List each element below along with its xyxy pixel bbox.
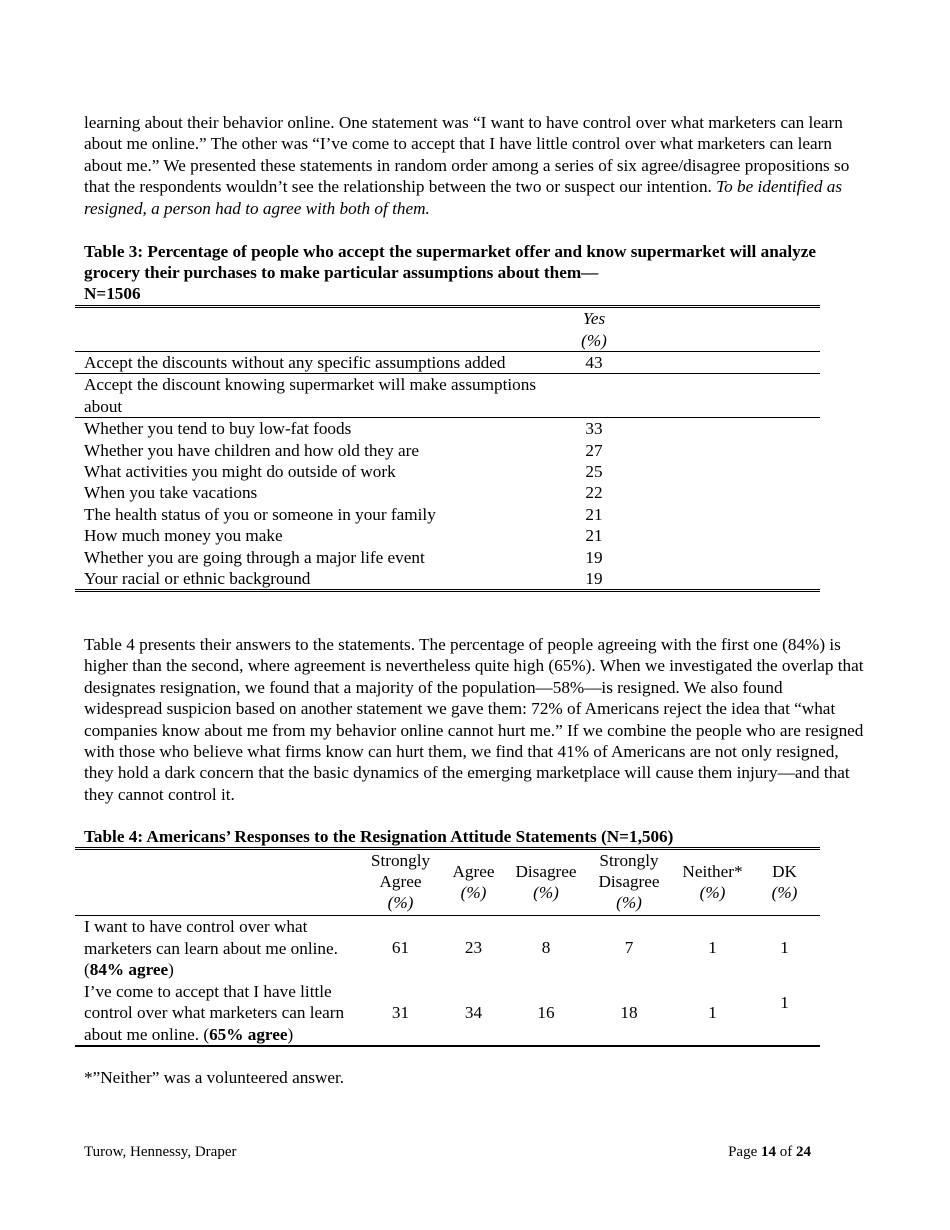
table3-row-value: 19 — [585, 547, 603, 567]
table3-row-label: Whether you are going through a major life event — [84, 547, 425, 567]
table4-cell: 34 — [464, 1002, 483, 1022]
table4-header-strongly-agree: Strongly Agree (%) — [364, 849, 437, 916]
footer-authors: Turow, Hennessy, Draper — [84, 1144, 237, 1160]
intro-paragraph — [84, 112, 864, 219]
table-row — [75, 525, 820, 546]
table3-row-value: 33 — [585, 419, 603, 439]
table4-header-agree: Agree (%) — [437, 849, 510, 916]
table3-row-label: When you take vacations — [84, 483, 258, 503]
table-row — [75, 547, 820, 568]
table4-cell: 61 — [391, 938, 410, 958]
table4 — [75, 847, 820, 1047]
table3-row-label: What activities you might do outside of work — [84, 462, 396, 482]
table3-row-label: How much money you make — [84, 526, 283, 546]
table3-row-value: 22 — [585, 483, 603, 503]
table4-cell: 23 — [464, 938, 483, 958]
table4-header-row — [75, 849, 820, 916]
table3-row-value: 25 — [585, 462, 603, 482]
table-row — [75, 440, 820, 461]
table-row — [75, 916, 820, 981]
table-row — [75, 482, 820, 503]
table3-row-value: 19 — [585, 569, 603, 589]
table3-row-label: Whether you have children and how old they are — [84, 440, 420, 460]
table3-row-label: Accept the discounts without any specific assumptions added — [75, 352, 554, 374]
table4-cell: 8 — [541, 938, 551, 958]
table4-row-label: I want to have control over what marketers can learn about me online. (84% agree) — [84, 917, 338, 979]
table4-header-disagree: Disagree (%) — [510, 849, 582, 916]
table-row — [75, 352, 820, 374]
table4-header-dk: DK (%) — [749, 849, 820, 916]
table-row — [75, 504, 820, 525]
table-row — [75, 418, 820, 440]
intro-emphasis: To be identified as resigned, a person had to agree with both of them. — [84, 177, 843, 218]
table4-cell: 1 — [780, 992, 789, 1012]
table3-caption-line2: N=1506 — [84, 284, 141, 303]
table4-cell: 7 — [624, 938, 634, 958]
table3-row-label: Your racial or ethnic background — [84, 569, 311, 589]
table4-cell: 31 — [391, 1002, 410, 1022]
table3-row-value: 43 — [554, 352, 634, 374]
table3-row-label: The health status of you or someone in your family — [84, 504, 436, 524]
table4-cell: 18 — [620, 1002, 638, 1022]
middle-paragraph: Table 4 presents their answers to the statements. The percentage of people agreeing with the first one (84%) is higher than the second, where agreement is nevertheless quite high (65%). When we investigated the overlap that designates resignation, we found that a majority of the population—58%—is resigned. We also found widespread suspicion based on another statement we gave them: 72% of Americans reject the idea that “what companies know about me from my behavior online cannot hurt me.” If we combine the people who are resigned with those who believe what firms know can hurt them, we find that 41% of Americans are not only resigned, they hold a dark concern that the basic dynamics of the emerging marketplace will cause them injury—and that they cannot control it. — [84, 635, 864, 804]
table3-header-yes: Yes (%) — [554, 307, 634, 352]
table3-row-value: 21 — [585, 504, 603, 524]
table4-cell: 1 — [708, 1002, 717, 1022]
table-row — [75, 568, 820, 591]
table4-footnote: *”Neither” was a volunteered answer. — [84, 1068, 345, 1087]
table-row — [75, 461, 820, 482]
table3 — [75, 305, 820, 592]
footer-page-number: Page 14 of 24 — [728, 1144, 811, 1160]
table3-header-row — [75, 307, 820, 352]
table4-cell: 16 — [537, 1002, 555, 1022]
table3-row-value: 21 — [585, 526, 603, 546]
table4-cell: 1 — [708, 938, 717, 958]
table3-row-value: 27 — [585, 440, 603, 460]
table3-caption — [84, 241, 844, 304]
intro-text: learning about their behavior online. One statement was “I want to have control over what marketers can learn about me online.” The other was “I’ve come to accept that I have little control over what marketers can learn about me.” We presented these statements in random order among a series of six agree/disagree propositions so that the respondents wouldn’t see the relationship between the two or suspect our intention. — [84, 113, 850, 197]
table4-caption: Table 4: Americans’ Responses to the Resignation Attitude Statements (N=1,506) — [84, 827, 674, 846]
table3-caption-line1: Table 3: Percentage of people who accept the supermarket offer and know supermarket will analyze grocery their purchases to make particular assumptions about them— — [84, 242, 816, 282]
table3-group-row — [75, 374, 820, 418]
table4-header-neither: Neither* (%) — [676, 849, 749, 916]
table4-row-label: I’ve come to accept that I have little control over what marketers can learn about me online. (65% agree) — [84, 981, 345, 1044]
table-row — [75, 981, 820, 1047]
table4-cell: 1 — [780, 938, 789, 958]
table4-header-strongly-disagree: Strongly Disagree (%) — [582, 849, 676, 916]
table3-row-label: Whether you tend to buy low-fat foods — [84, 419, 352, 439]
table3-group-label: Accept the discount knowing supermarket will make assumptions about — [75, 374, 554, 418]
